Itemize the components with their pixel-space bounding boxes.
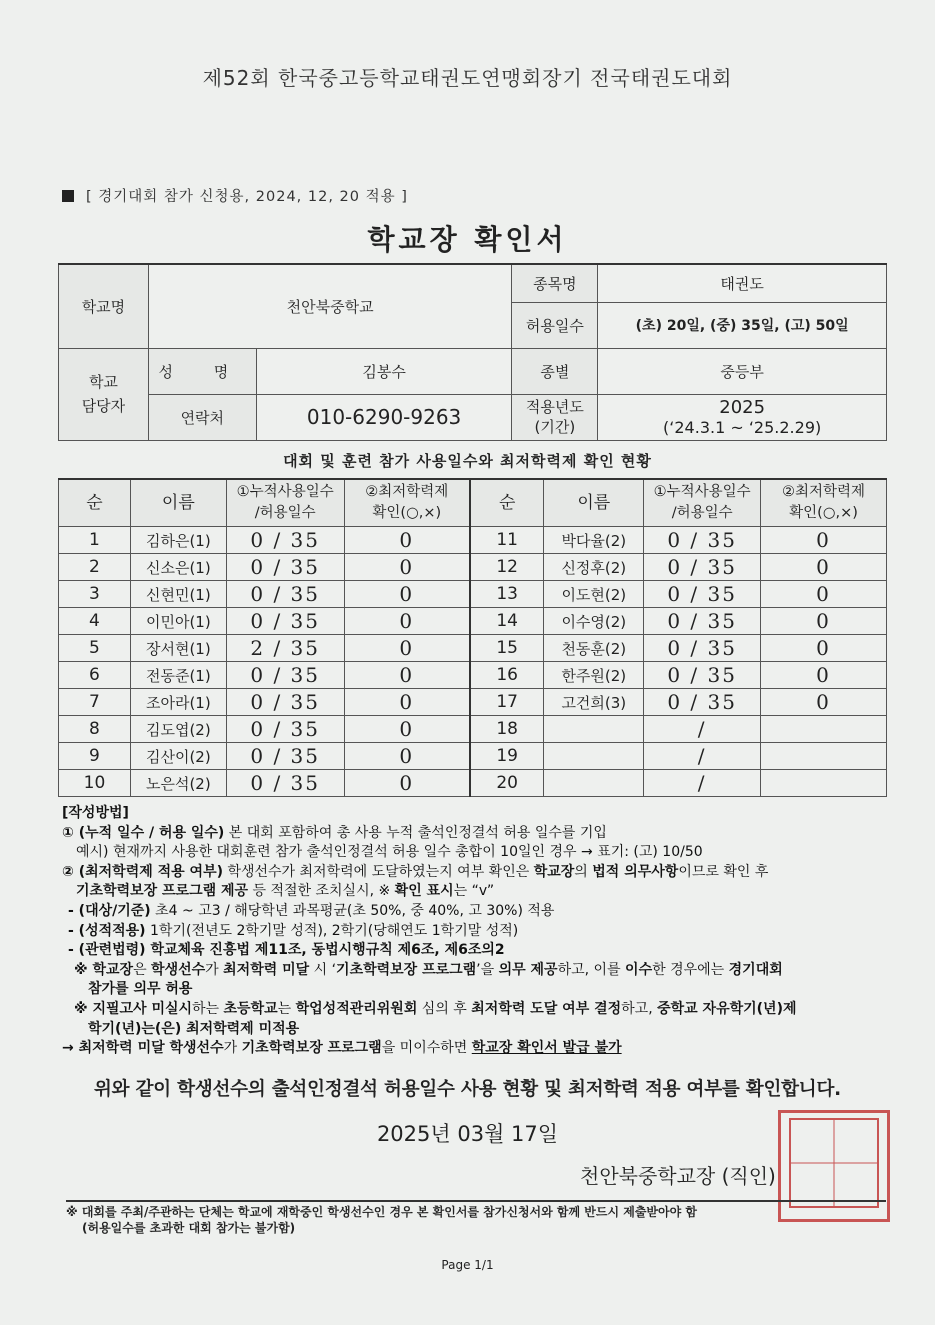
row-name-cell: 김산이(2) [130, 743, 226, 770]
row-name-cell: 신현민(1) [130, 581, 226, 608]
row-no-cell: 5 [59, 635, 131, 662]
row-days-cell: 0 / 35 [226, 608, 344, 635]
method-line-9: 참가를 의무 허용 [88, 981, 193, 998]
manager-name: 김봉수 [256, 348, 512, 394]
row-days-cell: 0 / 35 [226, 716, 344, 743]
row-name-cell: 신소은(1) [130, 554, 226, 581]
row-no-cell: 8 [59, 716, 131, 743]
allowed-days-label: 허용일수 [512, 302, 598, 348]
row-check-cell [761, 770, 887, 797]
row-name-cell: 김하은(1) [130, 527, 226, 554]
header-check-2: ②최저학력제 확인(○,×) [761, 479, 887, 527]
division-label: 종별 [512, 348, 598, 394]
row-no-cell: 11 [470, 527, 544, 554]
method-line-11: 학기(년)는(은) 최저학력제 미적용 [88, 1020, 300, 1037]
header-days-2: ①누적사용일수 /허용일수 [644, 479, 761, 527]
confirmation-statement: 위와 같이 학생선수의 출석인정결석 허용일수 사용 현황 및 최저학력 적용 여부를 확인합니다. [94, 1079, 841, 1100]
sport-value: 태권도 [598, 264, 887, 302]
table-row [59, 716, 887, 743]
row-no-cell: 6 [59, 662, 131, 689]
method-heading: [작성방법] [62, 805, 129, 821]
row-no-cell: 2 [59, 554, 131, 581]
header-check: ②최저학력제 확인(○,×) [344, 479, 470, 527]
row-check-cell: 0 [344, 743, 470, 770]
row-check-cell: 0 [344, 608, 470, 635]
table-title: 대회 및 훈련 참가 사용일수와 최저학력제 확인 현황 [283, 452, 652, 470]
method-line-4: 기초학력보장 프로그램 제공 등 적절한 조치실시, ※ 확인 표시는 “v” [76, 883, 495, 900]
row-no-cell: 9 [59, 743, 131, 770]
year-label: 적용년도 (기간) [512, 394, 598, 440]
issue-date: 2025년 03월 17일 [376, 1122, 559, 1146]
school-info-table [58, 263, 887, 441]
table-row [59, 608, 887, 635]
row-no-cell: 16 [470, 662, 544, 689]
row-check-cell [761, 716, 887, 743]
row-check-cell: 0 [761, 662, 887, 689]
row-days-cell: 0 / 35 [226, 662, 344, 689]
table-row [59, 527, 887, 554]
row-days-cell: 0 / 35 [644, 635, 761, 662]
allowed-days-value: (초) 20일, (중) 35일, (고) 50일 [598, 302, 887, 348]
row-check-cell: 0 [344, 554, 470, 581]
row-no-cell: 19 [470, 743, 544, 770]
row-days-cell: 0 / 35 [644, 608, 761, 635]
sport-label: 종목명 [512, 264, 598, 302]
row-name-cell: 전동준(1) [130, 662, 226, 689]
row-days-cell: 0 / 35 [644, 662, 761, 689]
row-no-cell: 4 [59, 608, 131, 635]
row-days-cell: 0 / 35 [644, 527, 761, 554]
method-line-12: → 최저학력 미달 학생선수가 기초학력보장 프로그램을 미이수하면 학교장 확인서 발급 불가 [62, 1040, 622, 1057]
row-no-cell: 7 [59, 689, 131, 716]
contact-label: 연락처 [148, 394, 256, 440]
period-value: (‘24.3.1 ~ ‘25.2.29) [663, 418, 822, 437]
name-label: 성 명 [148, 348, 256, 394]
row-no-cell: 15 [470, 635, 544, 662]
row-no-cell: 20 [470, 770, 544, 797]
row-name-cell [544, 716, 644, 743]
row-name-cell: 노은석(2) [130, 770, 226, 797]
row-name-cell: 천동훈(2) [544, 635, 644, 662]
row-days-cell: 0 / 35 [226, 527, 344, 554]
header-days: ①누적사용일수 /허용일수 [226, 479, 344, 527]
row-days-cell: 0 / 35 [226, 743, 344, 770]
row-name-cell: 박다율(2) [544, 527, 644, 554]
row-check-cell: 0 [344, 635, 470, 662]
row-no-cell: 3 [59, 581, 131, 608]
manager-label: 학교 담당자 [59, 348, 149, 440]
year-value: 2025 [719, 397, 766, 418]
row-name-cell: 신정후(2) [544, 554, 644, 581]
row-no-cell: 13 [470, 581, 544, 608]
header-name-2: 이름 [544, 479, 644, 527]
row-no-cell: 17 [470, 689, 544, 716]
footnote-line-1: ※ 대회를 주최/주관하는 단체는 학교에 재학중인 학생선수인 경우 본 확인서를 참가신청서와 함께 반드시 제출받아야 함 [66, 1205, 697, 1219]
school-name: 천안북중학교 [148, 264, 512, 348]
row-no-cell: 10 [59, 770, 131, 797]
writing-method [62, 804, 892, 1059]
row-days-cell: 0 / 35 [226, 554, 344, 581]
method-line-10: ※ 지필고사 미실시하는 초등학교는 학업성적관리위원회 심의 후 최저학력 도달 여부 결정하고, 중학교 자유학기(년)제 [74, 1000, 797, 1017]
row-check-cell: 0 [761, 689, 887, 716]
method-line-5: - (대상/기준) 초4 ~ 고3 / 해당학년 과목평균(초 50%, 중 40%, 고 30%) 적용 [68, 902, 555, 919]
notice-text: [ 경기대회 참가 신청용, 2024, 12, 20 적용 ] [86, 189, 408, 205]
school-label: 학교명 [59, 264, 149, 348]
row-no-cell: 18 [470, 716, 544, 743]
footnote [66, 1200, 886, 1236]
row-check-cell: 0 [761, 554, 887, 581]
table-row [59, 743, 887, 770]
method-line-3: ② (최저학력제 적용 여부) 학생선수가 최저학력에 도달하였는지 여부 확인은 학교장의 법적 의무사항이므로 확인 후 [62, 863, 769, 880]
contact-value: 010-6290-9263 [256, 394, 512, 440]
method-line-6: - (성적적용) 1학기(전년도 2학기말 성적), 2학기(당해연도 1학기말 성적) [68, 922, 519, 939]
row-days-cell: 0 / 35 [226, 689, 344, 716]
row-days-cell: 0 / 35 [226, 770, 344, 797]
row-check-cell: 0 [344, 716, 470, 743]
status-table [58, 478, 887, 797]
row-check-cell: 0 [761, 635, 887, 662]
seal-stamp-icon [784, 1113, 884, 1213]
table-row [59, 554, 887, 581]
row-check-cell: 0 [344, 581, 470, 608]
row-check-cell: 0 [344, 689, 470, 716]
method-line-7: - (관련법령) 학교체육 진흥법 제11조, 동법시행규칙 제6조, 제6조의2 [68, 942, 505, 959]
method-line-8: ※ 학교장은 학생선수가 최저학력 미달 시 ‘기초학력보장 프로그램’을 의무 제공하고, 이를 이수한 경우에는 경기대회 [74, 961, 783, 978]
method-line-1: ① (누적 일수 / 허용 일수) 본 대회 포함하여 총 사용 누적 출석인정결석 허용 일수를 기입 [62, 824, 607, 841]
row-name-cell: 이도현(2) [544, 581, 644, 608]
row-check-cell: 0 [761, 581, 887, 608]
row-days-cell: / [644, 770, 761, 797]
table-header-row [59, 479, 887, 527]
event-title: 제52회 한국중고등학교태권도연맹회장기 전국태권도대회 [202, 66, 733, 90]
row-name-cell: 이수영(2) [544, 608, 644, 635]
method-line-2: 예시) 현재까지 사용한 대회훈련 참가 출석인정결석 허용 일수 총합이 10일인 경우 → 표기: (고) 10/50 [76, 844, 703, 861]
row-days-cell: 0 / 35 [644, 581, 761, 608]
row-no-cell: 1 [59, 527, 131, 554]
row-check-cell: 0 [761, 608, 887, 635]
application-notice [62, 185, 408, 206]
row-name-cell [544, 770, 644, 797]
square-bullet-icon [62, 190, 74, 202]
row-check-cell: 0 [344, 662, 470, 689]
row-name-cell [544, 743, 644, 770]
row-name-cell: 이민아(1) [130, 608, 226, 635]
row-days-cell: 0 / 35 [644, 554, 761, 581]
footnote-line-2: (허용일수를 초과한 대회 참가는 불가함) [82, 1221, 296, 1235]
page-number: Page 1/1 [441, 1258, 494, 1272]
row-no-cell: 12 [470, 554, 544, 581]
header-name: 이름 [130, 479, 226, 527]
row-check-cell: 0 [344, 527, 470, 554]
table-row [59, 662, 887, 689]
row-check-cell: 0 [344, 770, 470, 797]
row-name-cell: 고건희(3) [544, 689, 644, 716]
row-no-cell: 14 [470, 608, 544, 635]
header-no: 순 [59, 479, 131, 527]
document-title: 학교장 확인서 [367, 223, 568, 256]
table-row [59, 770, 887, 797]
row-days-cell: 2 / 35 [226, 635, 344, 662]
year-cell [598, 394, 887, 440]
header-no-2: 순 [470, 479, 544, 527]
row-name-cell: 장서현(1) [130, 635, 226, 662]
table-row [59, 635, 887, 662]
row-days-cell: / [644, 743, 761, 770]
row-check-cell [761, 743, 887, 770]
table-row [59, 581, 887, 608]
row-check-cell: 0 [761, 527, 887, 554]
row-days-cell: 0 / 35 [226, 581, 344, 608]
table-row [59, 689, 887, 716]
division-value: 중등부 [598, 348, 887, 394]
row-name-cell: 김도엽(2) [130, 716, 226, 743]
row-name-cell: 한주원(2) [544, 662, 644, 689]
row-days-cell: 0 / 35 [644, 689, 761, 716]
row-name-cell: 조아라(1) [130, 689, 226, 716]
signer: 천안북중학교장 (직인) [580, 1164, 776, 1188]
row-days-cell: / [644, 716, 761, 743]
